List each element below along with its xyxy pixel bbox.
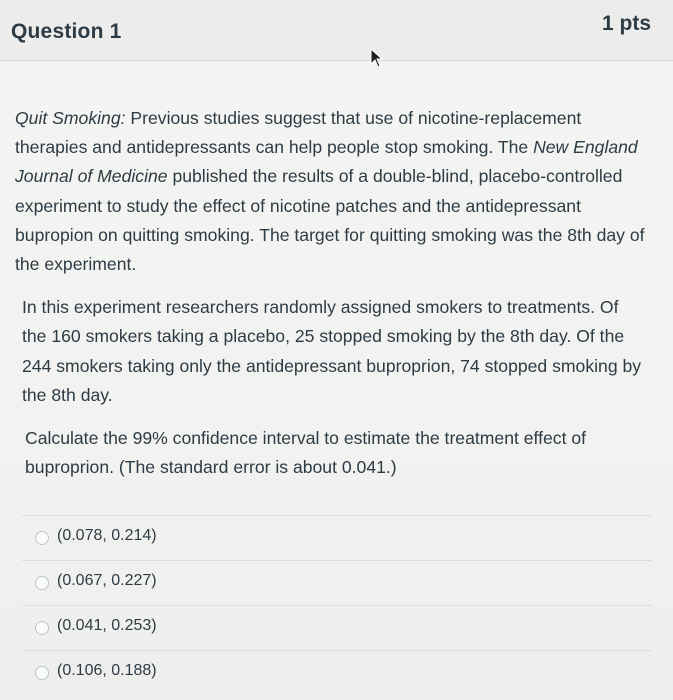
radio-button[interactable] [35, 576, 49, 590]
question-points: 1 pts [601, 12, 651, 35]
answer-label[interactable]: (0.106, 0.188) [57, 662, 157, 679]
question-prompt: Calculate the 99% confidence interval to estimate the treatment effect of buproprion. (The standard error is about 0.041.) [25, 428, 587, 478]
mouse-pointer-icon [370, 48, 384, 68]
question-text-segment: published the results of a double-blind, placebo-controlled experiment to study the effect of nicotine patches and the antidepressant bupropion on quitting smoking. The target for quitting smoking was the 8th day of the experiment. [15, 166, 645, 275]
question-header [0, 0, 673, 61]
radio-button[interactable] [35, 666, 49, 680]
radio-button[interactable] [35, 531, 49, 545]
question-lead-label: Quit Smoking: [15, 108, 126, 128]
question-paragraph-context [15, 104, 645, 279]
answer-option[interactable] [22, 605, 652, 650]
question-body [15, 104, 655, 482]
answer-label[interactable]: (0.067, 0.227) [57, 572, 157, 589]
journal-name: New England Journal of Medicine [15, 137, 638, 187]
question-title: Question 1 [11, 20, 122, 43]
answer-list [22, 515, 652, 695]
answer-label[interactable]: (0.078, 0.214) [57, 527, 157, 544]
answer-option[interactable] [22, 650, 652, 695]
radio-button[interactable] [35, 621, 49, 635]
answer-option[interactable] [22, 560, 652, 605]
question-paragraph-data: In this experiment researchers randomly assigned smokers to treatments. Of the 160 smokers taking a placebo, 25 stopped smoking by the 8th day. Of the 244 smokers taking only the antidepressant buproprion, 74 stopped smoking by the 8th day. [22, 297, 642, 405]
answer-label[interactable]: (0.041, 0.253) [57, 617, 157, 634]
answer-option[interactable] [22, 515, 652, 560]
question-text-segment: Previous studies suggest that use of nicotine-replacement therapies and antidepressants can help people stop smoking. The [15, 108, 582, 158]
